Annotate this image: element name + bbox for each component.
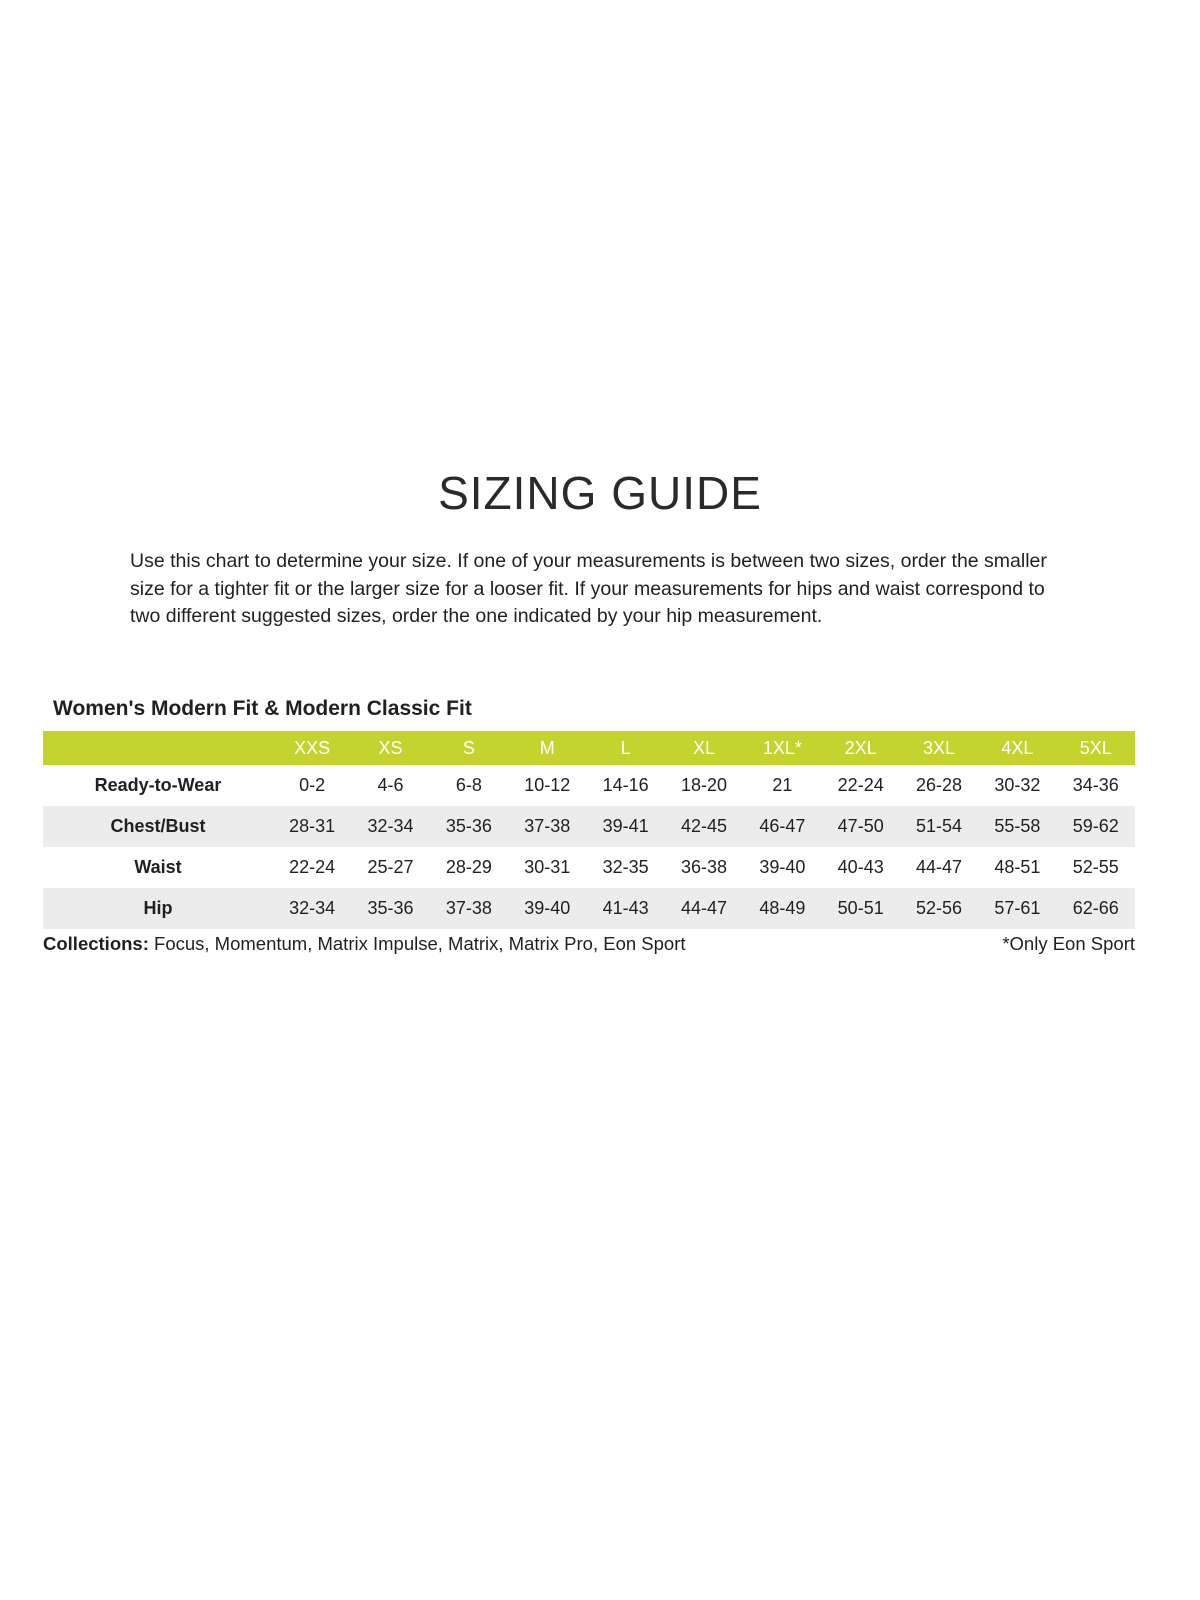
- size-cell: 35-36: [445, 816, 492, 837]
- size-cell: 51-54: [916, 816, 963, 837]
- size-cell: 32-35: [602, 857, 649, 878]
- size-cell: 39-41: [602, 816, 649, 837]
- size-cell: 18-20: [680, 775, 727, 796]
- size-cell: 35-36: [367, 898, 414, 919]
- size-table-row: [43, 765, 1135, 806]
- size-cell: 4-6: [377, 775, 404, 796]
- size-cell: 10-12: [524, 775, 571, 796]
- size-cell: 46-47: [759, 816, 806, 837]
- size-cell: 30-32: [994, 775, 1041, 796]
- size-table-header: [43, 731, 1135, 765]
- section-heading: Women's Modern Fit & Modern Classic Fit: [53, 697, 472, 721]
- size-cell: 39-40: [759, 857, 806, 878]
- size-column-header: 4XL: [1001, 737, 1034, 758]
- table-footnotes: [43, 933, 1135, 955]
- size-column-header: S: [462, 737, 475, 758]
- size-cell: 26-28: [916, 775, 963, 796]
- size-cell: 59-62: [1072, 816, 1119, 837]
- page-title: SIZING GUIDE: [438, 467, 762, 519]
- size-cell: 42-45: [680, 816, 727, 837]
- header-empty-cell: [43, 731, 273, 765]
- size-table-row: [43, 847, 1135, 888]
- size-column-header: 1XL*: [762, 737, 802, 758]
- size-cell: 36-38: [680, 857, 727, 878]
- size-cell: 52-55: [1072, 857, 1119, 878]
- size-cell: 44-47: [680, 898, 727, 919]
- row-label: Hip: [143, 898, 173, 919]
- size-column-header: XL: [692, 737, 715, 758]
- size-column-header: 5XL: [1079, 737, 1112, 758]
- size-table-header-row: [43, 731, 1135, 765]
- size-cell: 0-2: [299, 775, 326, 796]
- size-cell: 28-31: [289, 816, 336, 837]
- collections-note: [43, 933, 686, 955]
- size-cell: 57-61: [994, 898, 1041, 919]
- size-cell: 30-31: [524, 857, 571, 878]
- collections-list: Focus, Momentum, Matrix Impulse, Matrix, Matrix Pro, Eon Sport: [148, 933, 686, 955]
- row-label: Waist: [134, 857, 182, 878]
- size-cell: 25-27: [367, 857, 414, 878]
- size-cell: 22-24: [837, 775, 884, 796]
- size-cell: 52-56: [916, 898, 963, 919]
- collections-label: Collections:: [43, 933, 149, 955]
- intro-paragraph: Use this chart to determine your size. If one of your measurements is between two sizes, order the smaller size for a tighter fit or the larger size for a looser fit. If your measurements for hips and waist correspond to two different suggested sizes, order the one indicated by your hip measurement.: [130, 550, 1047, 628]
- size-cell: 14-16: [602, 775, 649, 796]
- size-column-header: XXS: [294, 737, 331, 758]
- size-table-row: [43, 888, 1135, 929]
- size-cell: 32-34: [289, 898, 336, 919]
- size-table-row: [43, 806, 1135, 847]
- size-column-header: 3XL: [923, 737, 956, 758]
- row-label: Chest/Bust: [110, 816, 206, 837]
- size-cell: 44-47: [916, 857, 963, 878]
- size-cell: 6-8: [455, 775, 482, 796]
- size-cell: 48-51: [994, 857, 1041, 878]
- size-table-body: [43, 765, 1135, 929]
- size-cell: 48-49: [759, 898, 806, 919]
- size-column-header: M: [539, 737, 555, 758]
- size-cell: 41-43: [602, 898, 649, 919]
- size-cell: 55-58: [994, 816, 1041, 837]
- size-table: [43, 731, 1135, 929]
- size-column-header: XS: [378, 737, 403, 758]
- size-cell: 22-24: [289, 857, 336, 878]
- size-cell: 40-43: [837, 857, 884, 878]
- size-cell: 50-51: [837, 898, 884, 919]
- size-column-header: L: [620, 737, 631, 758]
- row-label: Ready-to-Wear: [94, 775, 222, 796]
- size-cell: 39-40: [524, 898, 571, 919]
- size-cell: 47-50: [837, 816, 884, 837]
- size-column-header: 2XL: [844, 737, 877, 758]
- size-cell: 37-38: [445, 898, 492, 919]
- size-cell: 37-38: [524, 816, 571, 837]
- size-cell: 21: [772, 775, 793, 796]
- size-cell: 32-34: [367, 816, 414, 837]
- size-cell: 62-66: [1072, 898, 1119, 919]
- size-cell: 28-29: [445, 857, 492, 878]
- asterisk-note: *Only Eon Sport: [1002, 933, 1135, 955]
- size-cell: 34-36: [1072, 775, 1119, 796]
